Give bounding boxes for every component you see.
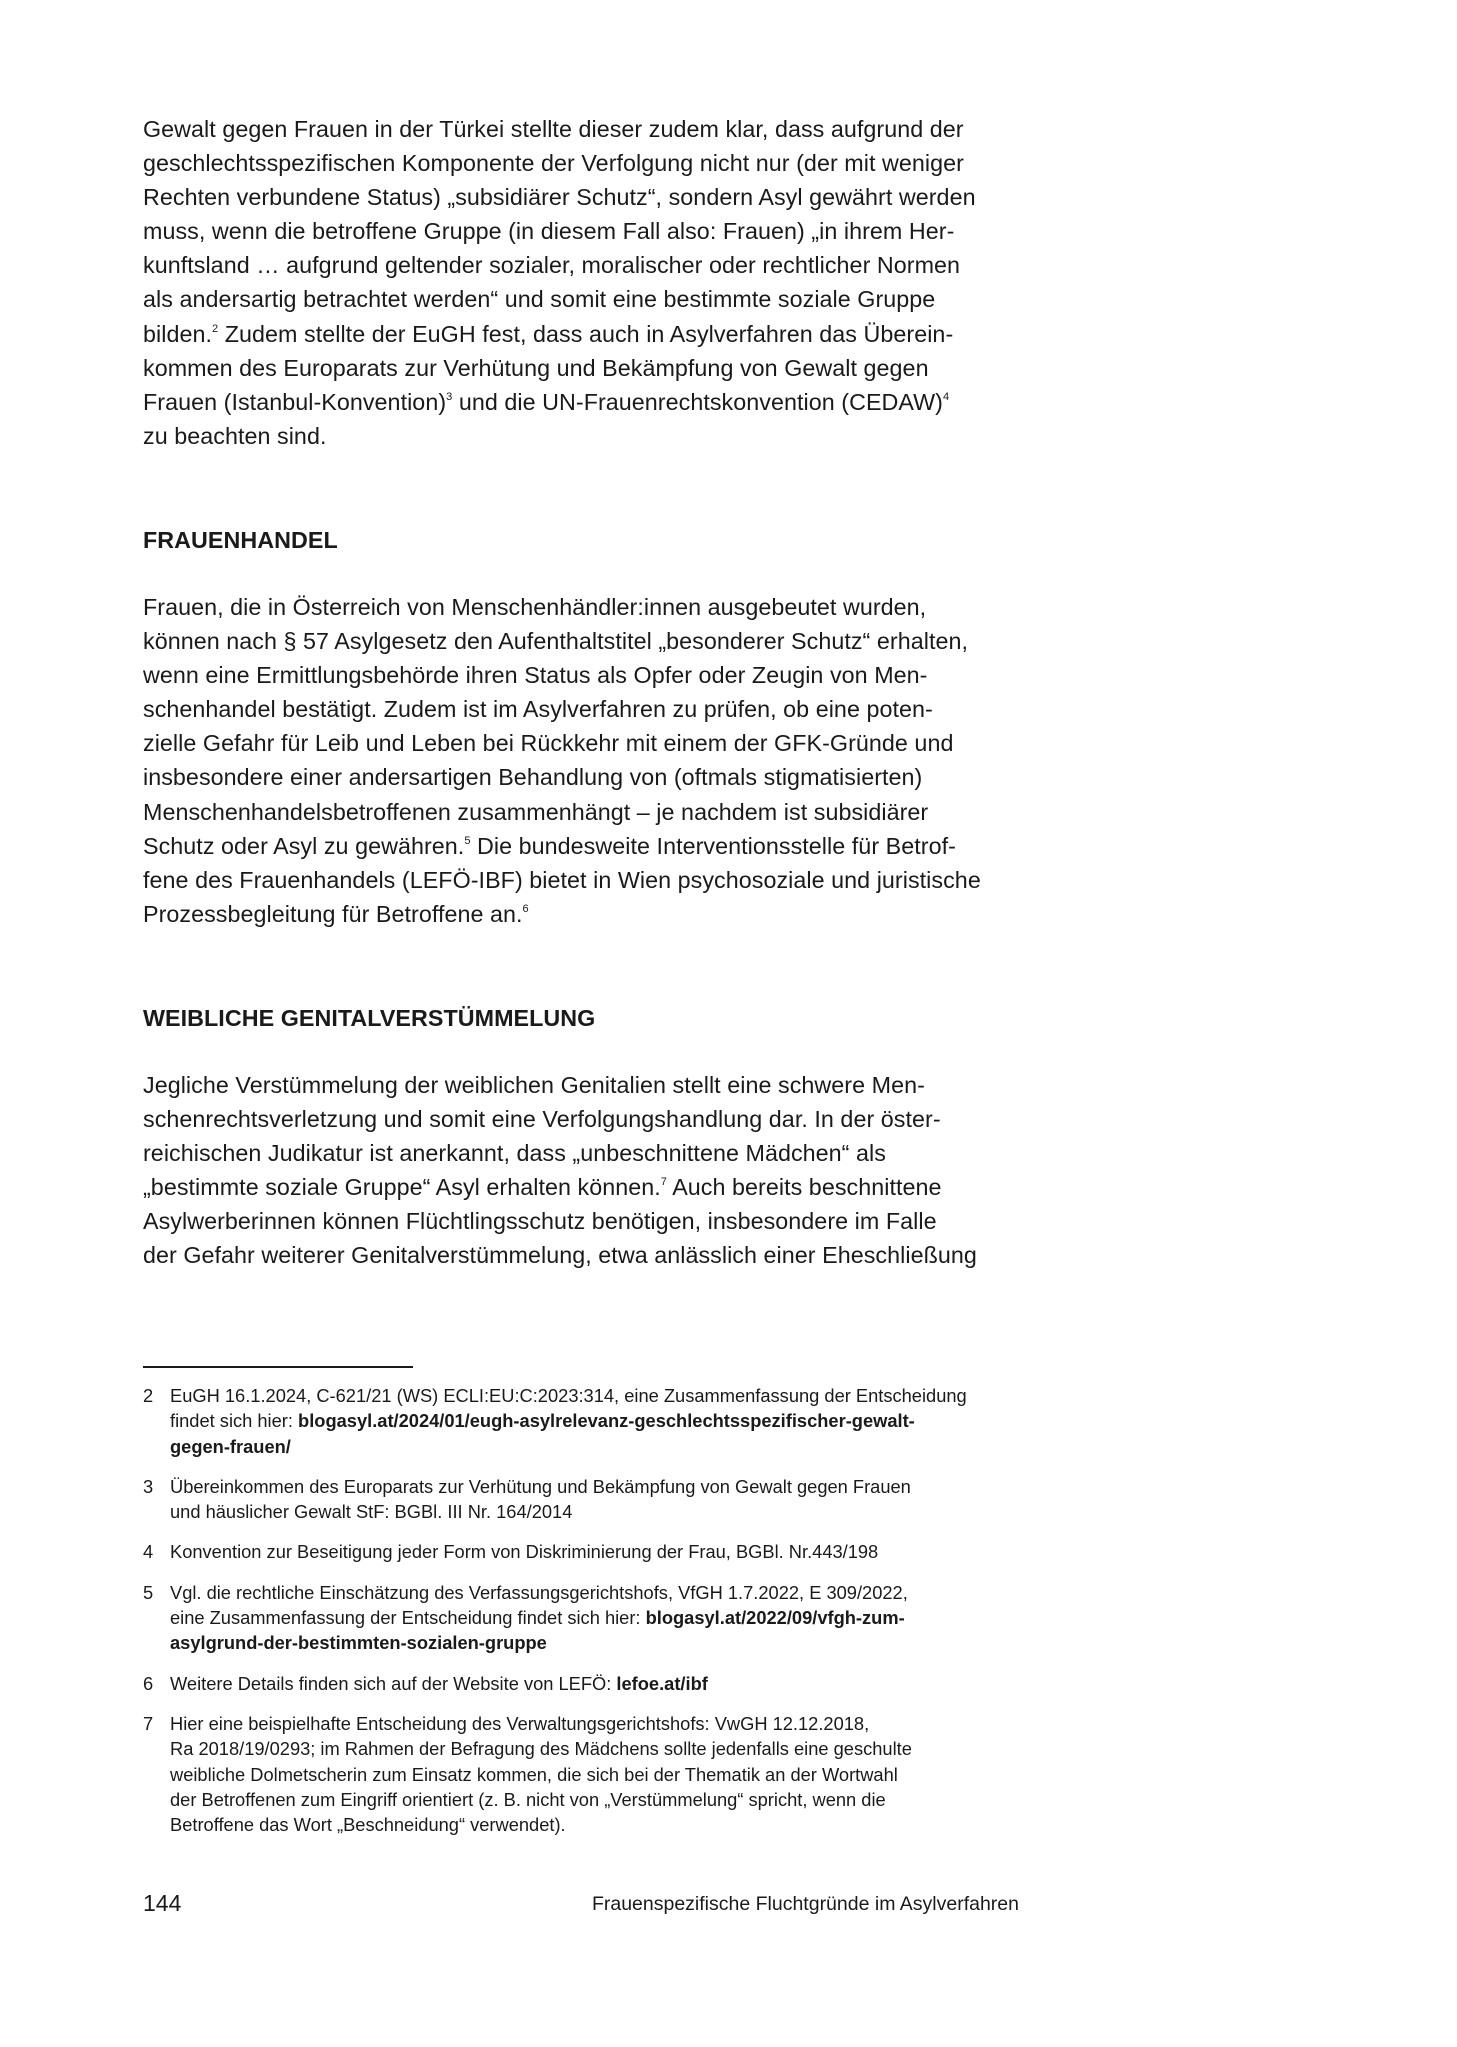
footnote-ref[interactable]: 4 — [942, 390, 950, 403]
footnote-5 — [143, 1580, 1023, 1656]
footnote-divider — [143, 1366, 413, 1368]
text-span: Frauen (Istanbul-Konvention) — [143, 388, 447, 415]
footnote-text — [170, 1580, 908, 1656]
footnote-ref[interactable]: 3 — [446, 390, 453, 403]
footnote-3 — [143, 1474, 1023, 1525]
text-line: Vgl. die rechtliche Einschätzung des Verfassungsgerichtshofs, VfGH 1.7.2022, E 309/2022, — [170, 1581, 908, 1603]
footnote-link[interactable]: asylgrund-der-bestimmten-sozialen-gruppe — [170, 1632, 547, 1654]
frauenhandel-paragraph — [143, 590, 1023, 931]
text-span: Schutz oder Asyl zu gewähren. — [143, 832, 465, 859]
page-number: 144 — [143, 1890, 182, 1916]
footnote-link[interactable]: gegen-frauen/ — [170, 1435, 291, 1457]
text-line: Rechten verbundene Status) „subsidiärer Schutz“, sondern Asyl gewährt werden — [143, 184, 976, 211]
text-line — [143, 1170, 1023, 1204]
footnote-ref[interactable]: 6 — [522, 902, 529, 915]
text-line: Asylwerberinnen können Flüchtlingsschutz benötigen, insbesondere im Falle — [143, 1208, 937, 1235]
footnote-number: 7 — [143, 1712, 154, 1734]
text-line: schenrechtsverletzung und somit eine Verfolgungshandlung dar. In der öster- — [143, 1105, 941, 1132]
footnote-7 — [143, 1711, 1023, 1837]
text-line: der Gefahr weiterer Genitalverstümmelung, etwa anlässlich einer Eheschließung — [143, 1242, 977, 1269]
text-line — [143, 829, 1023, 863]
text-line: können nach § 57 Asylgesetz den Aufenthaltstitel „besonderer Schutz“ erhalten, — [143, 628, 969, 655]
text-line: Frauen, die in Österreich von Menschenhändler:innen ausgebeutet wurden, — [143, 593, 927, 620]
text-span: Zudem stellte der EuGH fest, dass auch in Asylverfahren das Überein- — [218, 320, 954, 347]
section-heading-fgm: WEIBLICHE GENITALVERSTÜMMELUNG — [143, 1004, 596, 1031]
footnote-ref[interactable]: 5 — [464, 834, 471, 847]
text-line: Konvention zur Beseitigung jeder Form von Diskriminierung der Frau, BGBl. Nr.443/198 — [170, 1541, 879, 1563]
text-line — [170, 1434, 967, 1459]
text-line: reichischen Judikatur ist anerkannt, dass „unbeschnittene Mädchen“ als — [143, 1140, 886, 1167]
footnote-ref[interactable]: 2 — [212, 322, 219, 335]
text-span: „bestimmte soziale Gruppe“ Asyl erhalten können. — [143, 1174, 661, 1201]
text-line — [143, 897, 1023, 931]
intro-paragraph — [143, 112, 1023, 453]
fgm-paragraph — [143, 1068, 1023, 1273]
text-line: zu beachten sind. — [143, 422, 327, 449]
text-span: Prozessbegleitung für Betroffene an. — [143, 900, 523, 927]
main-text — [143, 112, 1023, 1272]
text-line: wenn eine Ermittlungsbehörde ihren Status als Opfer oder Zeugin von Men- — [143, 662, 928, 689]
text-line: als andersartig betrachtet werden“ und somit eine bestimmte soziale Gruppe — [143, 286, 936, 313]
text-line: Menschenhandelsbetroffenen zusammenhängt – je nachdem ist subsidiärer — [143, 798, 929, 825]
footnote-text — [170, 1671, 708, 1696]
text-span: findet sich hier: — [170, 1410, 299, 1432]
text-line: muss, wenn die betroffene Gruppe (in diesem Fall also: Frauen) „in ihrem Her- — [143, 218, 955, 245]
footnote-number: 4 — [143, 1541, 154, 1563]
text-line — [143, 317, 1023, 351]
text-line: Übereinkommen des Europarats zur Verhütung und Bekämpfung von Gewalt gegen Frauen — [170, 1475, 911, 1497]
footnote-6 — [143, 1671, 1023, 1696]
footnotes — [143, 1383, 1023, 1852]
text-span: bilden. — [143, 320, 213, 347]
text-line: fene des Frauenhandels (LEFÖ-IBF) bietet in Wien psychosoziale und juristische — [143, 866, 981, 893]
footnote-number: 5 — [143, 1581, 154, 1603]
footnote-4 — [143, 1539, 1023, 1564]
text-line: insbesondere einer andersartigen Behandlung von (oftmals stigmatisierten) — [143, 764, 923, 791]
text-line: der Betroffenen zum Eingriff orientiert (z. B. nicht von „Verstümmelung“ spricht, wenn die — [170, 1788, 886, 1810]
text-line: Hier eine beispielhafte Entscheidung des Verwaltungsgerichtshofs: VwGH 12.12.2018, — [170, 1712, 870, 1734]
footnote-text — [170, 1383, 967, 1459]
text-line: Jegliche Verstümmelung der weiblichen Genitalien stellt eine schwere Men- — [143, 1071, 925, 1098]
text-line: weibliche Dolmetscherin zum Einsatz kommen, die sich bei der Thematik an der Wortwahl — [170, 1763, 898, 1785]
footnote-ref[interactable]: 7 — [660, 1176, 667, 1189]
text-line: Betroffene das Wort „Beschneidung“ verwendet). — [170, 1814, 566, 1836]
text-line: geschlechtsspezifischen Komponente der Verfolgung nicht nur (der mit weniger — [143, 150, 964, 177]
text-line — [170, 1605, 908, 1630]
text-line — [170, 1408, 967, 1433]
text-line — [170, 1671, 708, 1696]
text-line: Ra 2018/19/0293; im Rahmen der Befragung des Mädchens sollte jedenfalls eine geschulte — [170, 1738, 912, 1760]
text-span: Auch bereits beschnittene — [666, 1174, 942, 1201]
text-line — [170, 1630, 908, 1655]
text-line: schenhandel bestätigt. Zudem ist im Asylverfahren zu prüfen, ob eine poten- — [143, 696, 933, 723]
footnote-2 — [143, 1383, 1023, 1459]
text-line: EuGH 16.1.2024, C-621/21 (WS) ECLI:EU:C:2023:314, eine Zusammenfassung der Entscheidung — [170, 1385, 967, 1406]
text-line — [143, 385, 1023, 419]
footnote-text — [170, 1539, 878, 1564]
footnote-link[interactable]: lefoe.at/ibf — [616, 1672, 708, 1694]
section-heading-frauenhandel: FRAUENHANDEL — [143, 526, 338, 553]
footnote-number: 3 — [143, 1475, 154, 1497]
text-span: Die bundesweite Interventionsstelle für Betrof- — [470, 832, 956, 859]
text-line: kunftsland … aufgrund geltender sozialer, moralischer oder rechtlicher Normen — [143, 252, 961, 279]
running-title: Frauenspezifische Fluchtgründe im Asylverfahren — [591, 1893, 1019, 1915]
footnote-number: 6 — [143, 1672, 154, 1694]
footnote-link[interactable]: blogasyl.at/2022/09/vfgh-zum- — [645, 1607, 905, 1629]
text-span: und die UN-Frauenrechtskonvention (CEDAW) — [452, 388, 943, 415]
text-span: Weitere Details finden sich auf der Website von LEFÖ: — [170, 1672, 617, 1694]
footnote-text — [170, 1711, 912, 1837]
text-line: kommen des Europarats zur Verhütung und Bekämpfung von Gewalt gegen — [143, 354, 929, 381]
text-line: Gewalt gegen Frauen in der Türkei stellte dieser zudem klar, dass aufgrund der — [143, 116, 964, 142]
footnote-text — [170, 1474, 911, 1525]
text-line: und häuslicher Gewalt StF: BGBl. III Nr. 164/2014 — [170, 1501, 573, 1523]
footnote-number: 2 — [143, 1385, 154, 1406]
footnote-link[interactable]: blogasyl.at/2024/01/eugh-asylrelevanz-geschlechtsspezifischer-gewalt- — [298, 1410, 915, 1432]
text-line: zielle Gefahr für Leib und Leben bei Rückkehr mit einem der GFK-Gründe und — [143, 730, 954, 757]
text-span: eine Zusammenfassung der Entscheidung findet sich hier: — [170, 1607, 646, 1629]
